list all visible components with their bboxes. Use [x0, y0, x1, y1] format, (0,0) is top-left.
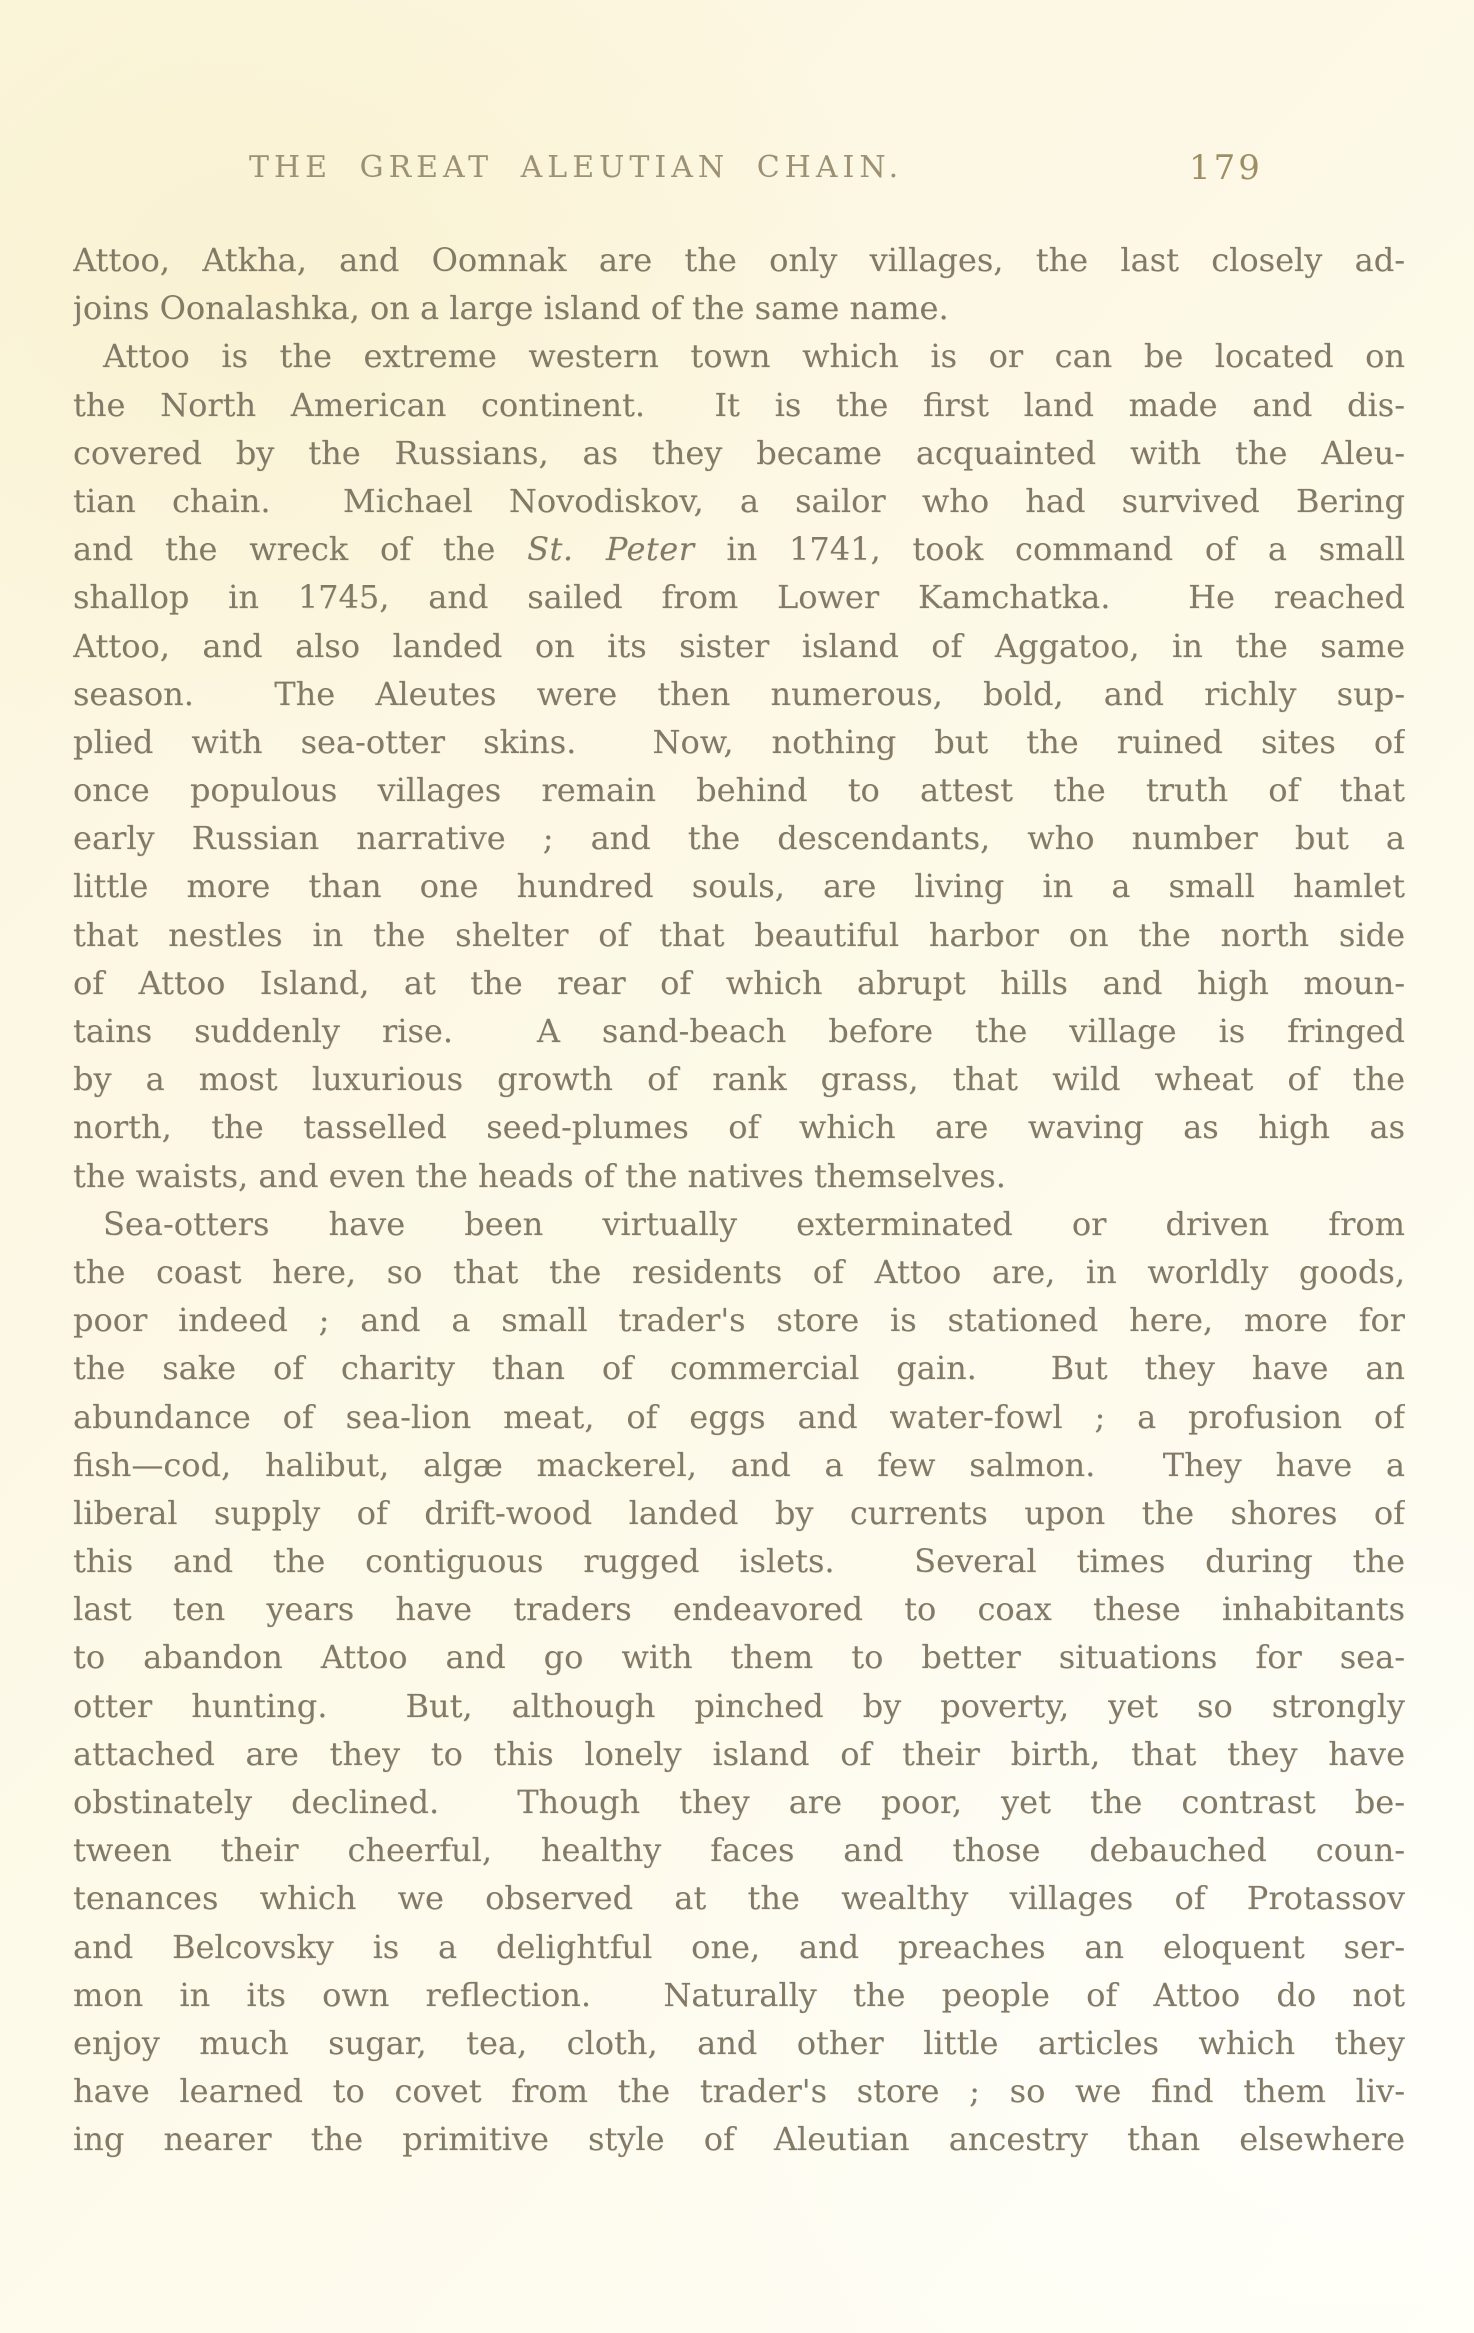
text-line: this and the contiguous rugged islets. Several times during the — [73, 1542, 1405, 1581]
text-line: tian chain. Michael Novodiskov, a sailor who had survived Bering — [73, 481, 1405, 520]
text-line: season. The Aleutes were then numerous, bold, and richly sup- — [73, 674, 1405, 713]
text-line: have learned to covet from the trader's store ; so we find them liv- — [73, 2072, 1405, 2111]
text-line: to abandon Attoo and go with them to better situations for sea- — [73, 1638, 1405, 1677]
text-line: that nestles in the shelter of that beautiful harbor on the north side — [73, 915, 1405, 954]
running-head — [73, 150, 1405, 188]
text-line: enjoy much sugar, tea, cloth, and other little articles which they — [73, 2023, 1405, 2062]
text-line: and Belcovsky is a delightful one, and preaches an eloquent ser- — [73, 1927, 1405, 1966]
text-line: tween their cheerful, healthy faces and those debauched coun- — [73, 1831, 1405, 1870]
text-line: joins Oonalashka, on a large island of the same name. — [73, 289, 949, 328]
text-line: the North American continent. It is the first land made and dis- — [73, 385, 1405, 424]
text-line: tenances which we observed at the wealthy villages of Protassov — [73, 1879, 1405, 1918]
text-line: the sake of charity than of commercial gain. But they have an — [73, 1349, 1405, 1388]
text-line: Attoo, Atkha, and Oomnak are the only villages, the last closely ad- — [73, 241, 1405, 279]
text-line: plied with sea-otter skins. Now, nothing but the ruined sites of — [73, 722, 1405, 761]
text-line: little more than one hundred souls, are living in a small hamlet — [73, 867, 1405, 906]
text-line: otter hunting. But, although pinched by poverty, yet so strongly — [73, 1686, 1405, 1725]
text-line: obstinately declined. Though they are poor, yet the contrast be- — [73, 1783, 1405, 1821]
text-line: of Attoo Island, at the rear of which abrupt hills and high moun- — [73, 963, 1405, 1002]
text-line: the coast here, so that the residents of Attoo are, in worldly goods, — [73, 1252, 1405, 1291]
text-line: ing nearer the primitive style of Aleutian ancestry than elsewhere — [73, 2120, 1405, 2159]
text-line: and the wreck of the St. Peter in 1741, took command of a small — [73, 530, 1405, 569]
text-line: shallop in 1745, and sailed from Lower Kamchatka. He reached — [73, 578, 1405, 617]
text-line: Attoo is the extreme western town which is or can be located on — [103, 337, 1405, 376]
text-line: poor indeed ; and a small trader's store is stationed here, more for — [73, 1301, 1405, 1340]
text-line: north, the tasselled seed-plumes of which are waving as high as — [73, 1108, 1405, 1147]
page-body — [73, 236, 1405, 2164]
text-line: attached are they to this lonely island of their birth, that they have — [73, 1734, 1405, 1773]
text-line: once populous villages remain behind to attest the truth of that — [73, 771, 1405, 810]
paragraph — [73, 236, 1405, 332]
text-line: early Russian narrative ; and the descendants, who number but a — [73, 819, 1405, 858]
page-number: 179 — [1189, 148, 1263, 188]
text-line: last ten years have traders endeavored to coax these inhabitants — [73, 1590, 1405, 1629]
paragraph — [73, 1200, 1405, 2164]
text-line: by a most luxurious growth of rank grass, that wild wheat of the — [73, 1060, 1405, 1099]
paragraph — [73, 332, 1405, 1199]
text-line: Sea-otters have been virtually exterminated or driven from — [103, 1204, 1405, 1243]
text-line: covered by the Russians, as they became acquainted with the Aleu- — [73, 433, 1405, 472]
running-header-title: THE GREAT ALEUTIAN CHAIN. — [249, 150, 904, 185]
text-line: fish—cod, halibut, algæ mackerel, and a few salmon. They have a — [73, 1445, 1405, 1484]
text-line: mon in its own reflection. Naturally the people of Attoo do not — [73, 1975, 1405, 2014]
text-line: Attoo, and also landed on its sister island of Aggatoo, in the same — [73, 626, 1405, 665]
text-line: abundance of sea-lion meat, of eggs and water-fowl ; a profusion of — [73, 1397, 1405, 1436]
page-inner — [73, 150, 1405, 2164]
text-line: tains suddenly rise. A sand-beach before the village is fringed — [73, 1012, 1405, 1050]
text-line: liberal supply of drift-wood landed by currents upon the shores of — [73, 1493, 1405, 1532]
text-line: the waists, and even the heads of the natives themselves. — [73, 1156, 1006, 1195]
